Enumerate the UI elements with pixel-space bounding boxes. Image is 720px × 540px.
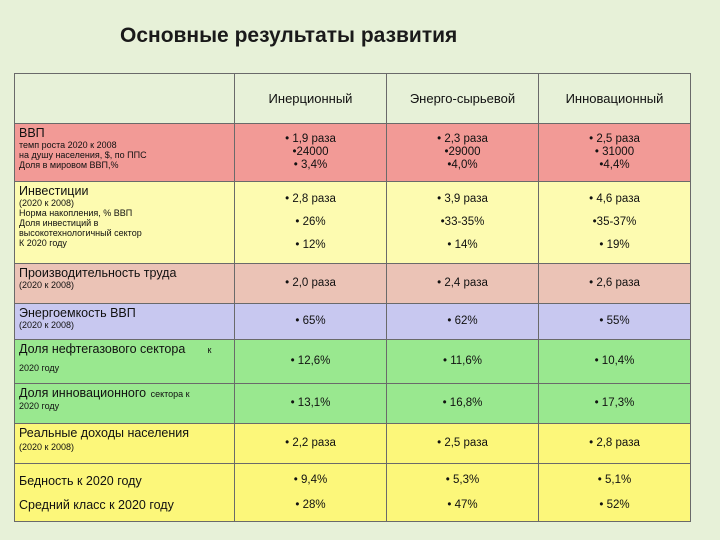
value: •35-37% (592, 216, 637, 228)
value: •4,0% (447, 159, 478, 171)
cell-value: • 2,5 раза (387, 424, 539, 464)
cell-value (235, 124, 387, 182)
value: • 4,6 раза (589, 193, 640, 205)
value: • 19% (599, 239, 630, 251)
row-label (15, 464, 235, 522)
value: •33-35% (440, 216, 485, 228)
value: • 5,3% (445, 473, 480, 486)
row-label (15, 264, 235, 304)
row-label (15, 340, 235, 384)
cell-value: • 16,8% (387, 384, 539, 424)
row-innovation-share (15, 384, 691, 424)
cell-value (387, 182, 539, 264)
cell-value: • 55% (539, 304, 691, 340)
value: • 5,1% (597, 473, 632, 486)
row-sub: (2020 к 2008) (19, 198, 74, 208)
header-energy: Энерго-сырьевой (387, 74, 539, 124)
row-sub: 2020 году (19, 401, 60, 411)
row-sub: Норма накопления, % ВВП (19, 208, 133, 218)
cell-value: • 62% (387, 304, 539, 340)
row-title: Энергоемкость ВВП (19, 306, 136, 320)
row-real-income (15, 424, 691, 464)
value: •4,4% (599, 159, 630, 171)
value: • 52% (599, 498, 630, 511)
row-investment (15, 182, 691, 264)
row-sub: Доля в мировом ВВП,% (19, 160, 119, 170)
cell-value: • 17,3% (539, 384, 691, 424)
value: • 3,9 раза (437, 193, 488, 205)
row-title: Доля нефтегазового сектора (19, 342, 186, 356)
row-title-suffix: сектора к (150, 389, 190, 399)
row-productivity (15, 264, 691, 304)
row-title: Доля инновационного (19, 386, 147, 400)
value: • 26% (295, 216, 326, 228)
row-sub: темп роста 2020 к 2008 (19, 140, 117, 150)
row-title: Инвестиции (19, 184, 89, 198)
cell-value: • 13,1% (235, 384, 387, 424)
cell-value (539, 464, 691, 522)
cell-value (539, 182, 691, 264)
value: • 2,3 раза (437, 133, 488, 145)
cell-value (539, 124, 691, 182)
row-sub: высокотехнологичный сектор (19, 228, 142, 238)
value: •29000 (444, 146, 481, 158)
row-oil-gas-share (15, 340, 691, 384)
cell-value: • 2,8 раза (539, 424, 691, 464)
value: • 1,9 раза (285, 133, 336, 145)
value: • 47% (447, 498, 478, 511)
row-gdp (15, 124, 691, 182)
row-title-poverty: Бедность к 2020 году (19, 473, 142, 488)
row-label (15, 182, 235, 264)
cell-value (235, 464, 387, 522)
row-label (15, 304, 235, 340)
cell-value: • 12,6% (235, 340, 387, 384)
cell-value: • 2,0 раза (235, 264, 387, 304)
value: • 31000 (594, 146, 635, 158)
row-label (15, 424, 235, 464)
cell-value: • 11,6% (387, 340, 539, 384)
value: • 2,8 раза (285, 193, 336, 205)
cell-value: • 10,4% (539, 340, 691, 384)
value: • 14% (447, 239, 478, 251)
header-empty (15, 74, 235, 124)
results-table (14, 73, 691, 522)
row-energy-intensity (15, 304, 691, 340)
row-sub: на душу населения, $, по ППС (19, 150, 147, 160)
row-sub: (2020 к 2008) (19, 442, 74, 452)
row-sub: К 2020 году (19, 238, 67, 248)
cell-value: • 2,2 раза (235, 424, 387, 464)
cell-value: • 2,6 раза (539, 264, 691, 304)
row-title: Производительность труда (19, 266, 177, 280)
cell-value (387, 464, 539, 522)
row-sub: (2020 к 2008) (19, 280, 74, 290)
row-sub: 2020 году (19, 363, 60, 373)
value: • 12% (295, 239, 326, 251)
cell-value: • 65% (235, 304, 387, 340)
header-inertial: Инерционный (235, 74, 387, 124)
row-title-middle-class: Средний класс к 2020 году (19, 497, 174, 512)
row-sub: Доля инвестиций в (19, 218, 99, 228)
header-innovation: Инновационный (539, 74, 691, 124)
page-title: Основные результаты развития (120, 24, 458, 47)
row-title-suffix: к (207, 345, 212, 355)
cell-value: • 2,4 раза (387, 264, 539, 304)
row-label (15, 384, 235, 424)
row-label (15, 124, 235, 182)
row-title: Реальные доходы населения (19, 426, 189, 440)
row-sub: (2020 к 2008) (19, 320, 74, 330)
value: • 9,4% (293, 473, 328, 486)
cell-value (387, 124, 539, 182)
value: • 28% (295, 498, 326, 511)
row-title: ВВП (19, 126, 45, 140)
value: • 2,5 раза (589, 133, 640, 145)
row-poverty-middle (15, 464, 691, 522)
cell-value (235, 182, 387, 264)
value: •24000 (292, 146, 329, 158)
value: • 3,4% (293, 159, 328, 171)
header-row (15, 74, 691, 124)
